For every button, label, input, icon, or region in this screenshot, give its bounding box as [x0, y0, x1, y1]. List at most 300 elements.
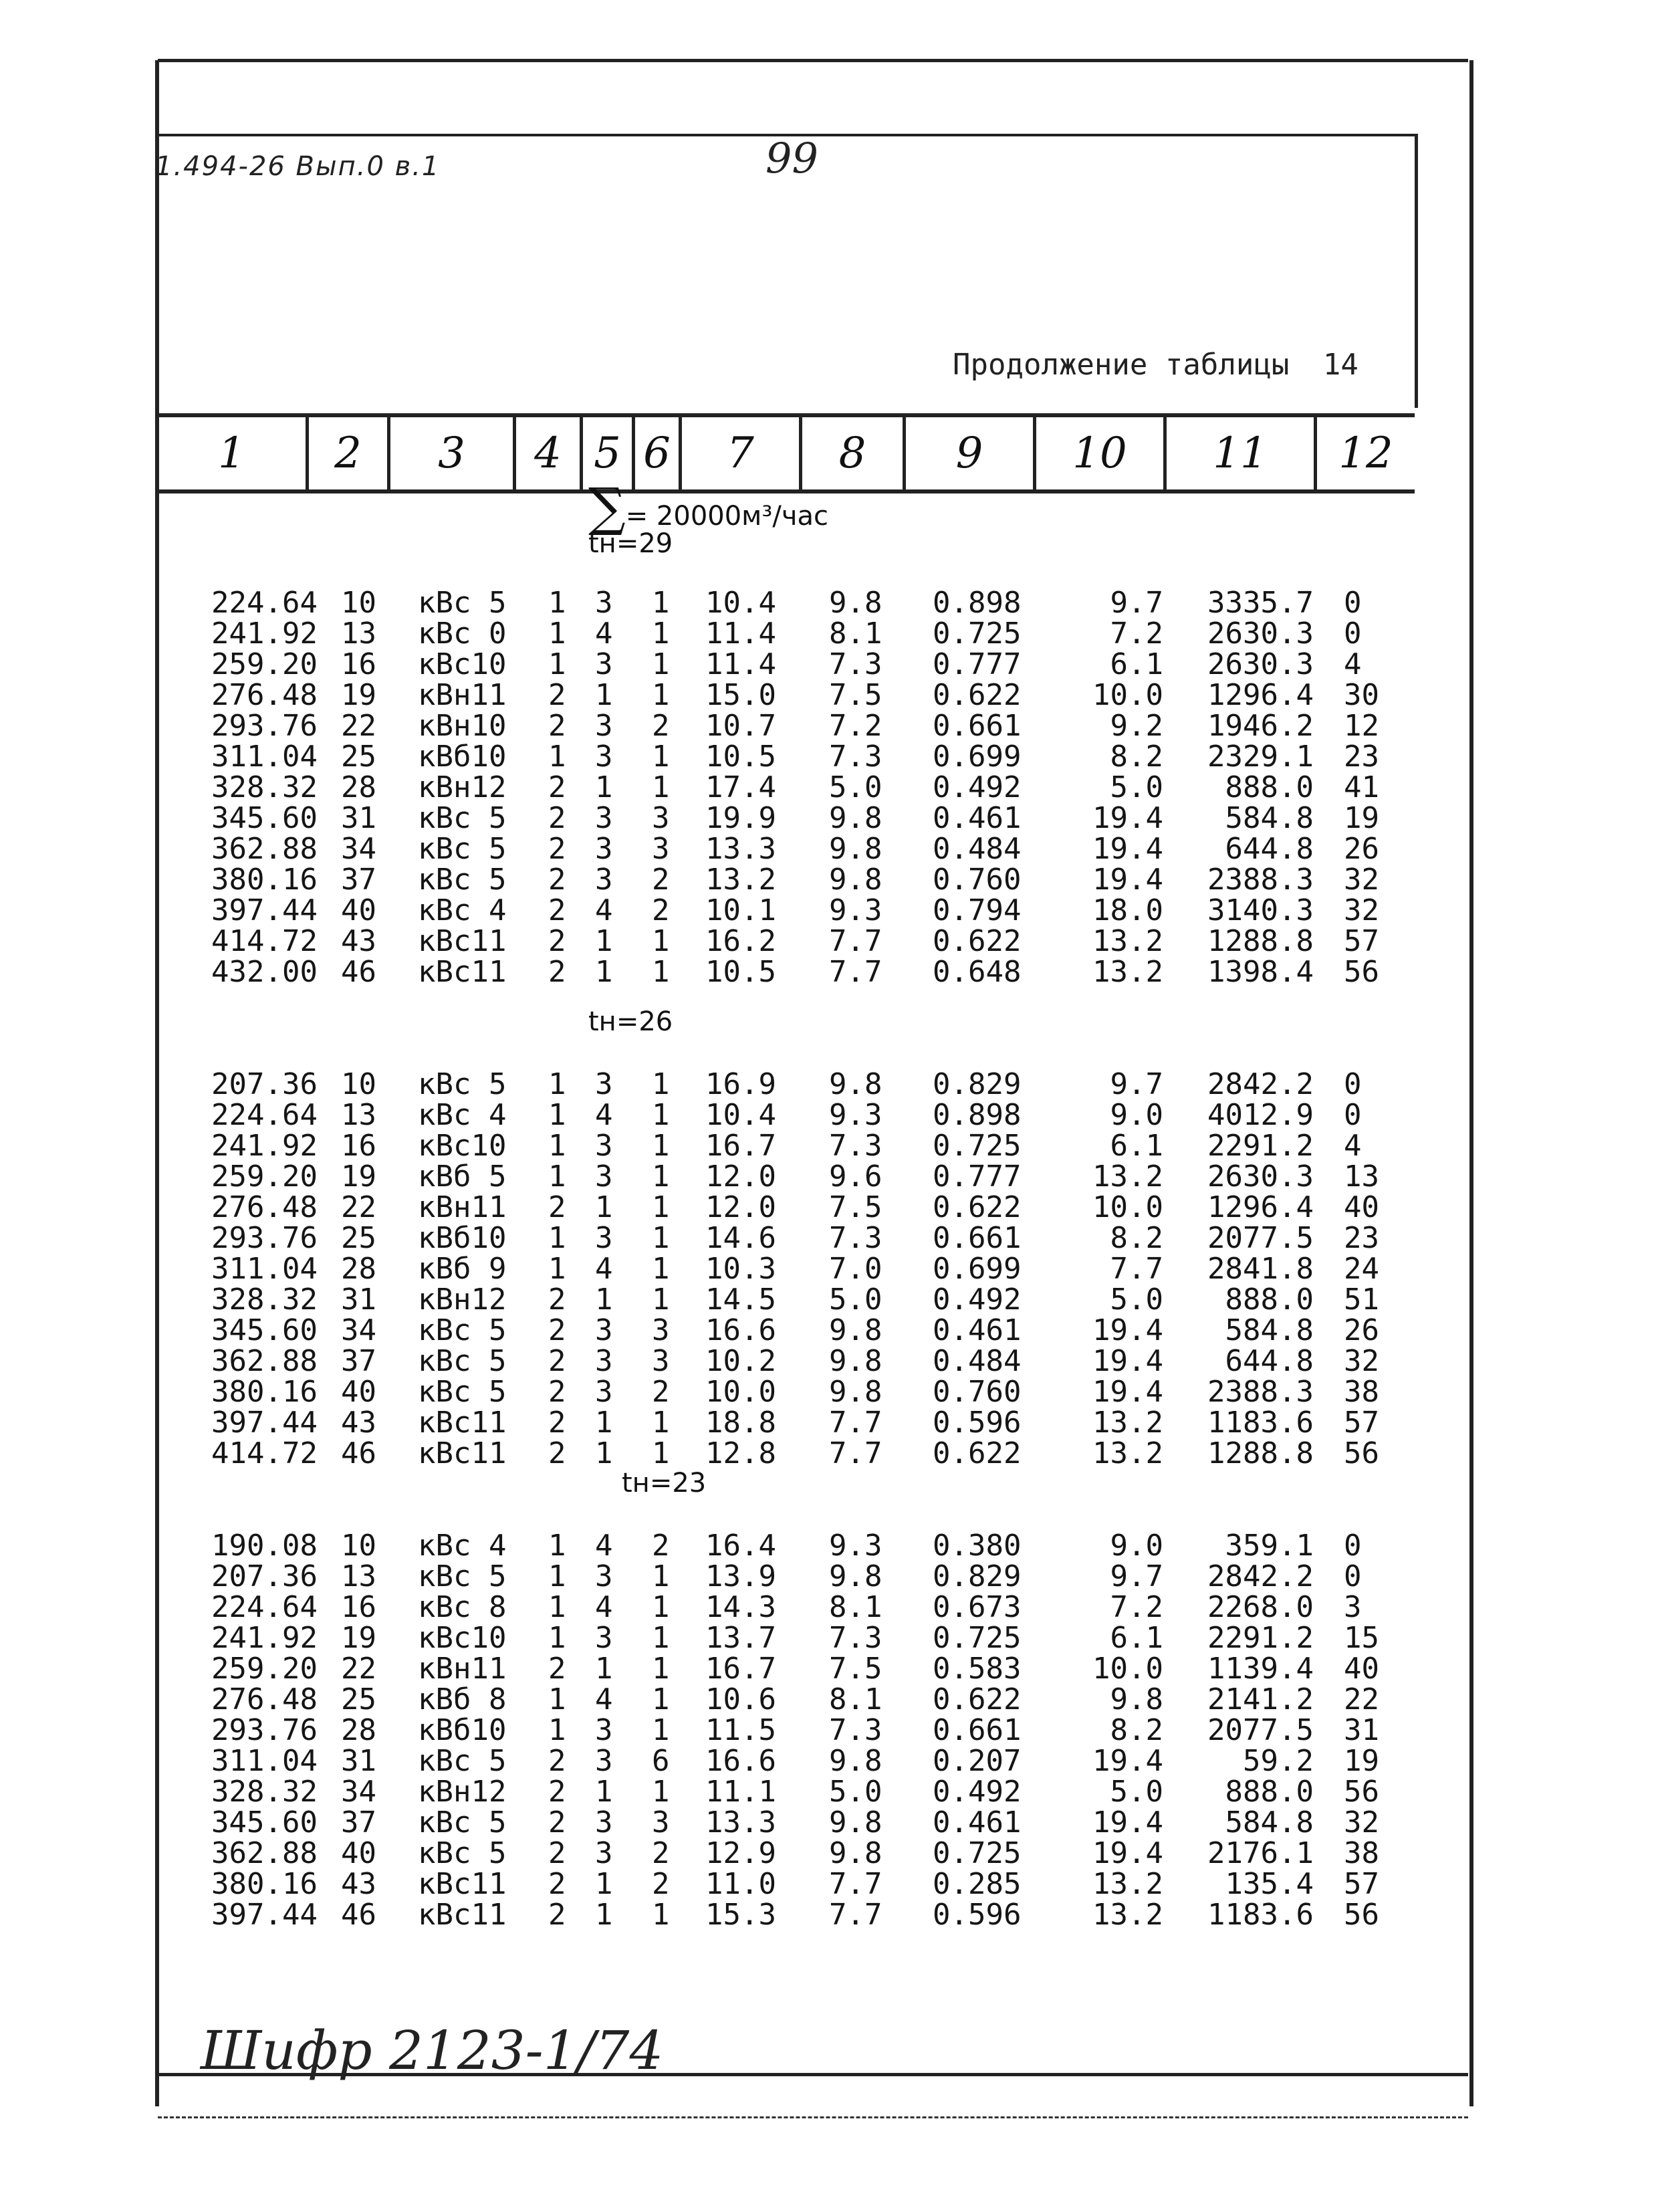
table-cell-col10: 19.4 [1092, 1313, 1163, 1347]
table-cell-col4: 2 [548, 955, 566, 989]
table-row [0, 1377, 1658, 1407]
table-cell-col8: 9.8 [829, 586, 882, 620]
table-cell-col9: 0.622 [933, 678, 1022, 712]
table-cell-col3: кВс 5 [418, 801, 507, 835]
table-cell-col8: 7.7 [829, 955, 882, 989]
table-cell-col8: 9.8 [829, 1067, 882, 1101]
table-cell-col5: 4 [595, 617, 613, 651]
table-cell-col3: кВс10 [418, 1129, 507, 1163]
table-cell-col3: кВб 9 [418, 1252, 507, 1286]
table-cell-col6: 1 [652, 1098, 670, 1132]
table-cell-col5: 1 [595, 924, 613, 958]
table-cell-col4: 2 [548, 924, 566, 958]
table-cell-col4: 1 [548, 1252, 566, 1286]
table-cell-col1: 380.16 [211, 1867, 318, 1901]
table-cell-col10: 19.4 [1092, 832, 1163, 866]
table-cell-col7: 10.2 [705, 1344, 776, 1378]
table-cell-col5: 1 [595, 1652, 613, 1686]
table-cell-col11: 2141.2 [1207, 1682, 1314, 1717]
table-cell-col5: 1 [595, 1867, 613, 1901]
table-cell-col3: кВс 5 [418, 1805, 507, 1840]
table-cell-col12: 57 [1344, 924, 1379, 958]
table-cell-col2: 43 [341, 1406, 376, 1440]
table-cell-col11: 584.8 [1225, 801, 1314, 835]
table-cell-col12: 38 [1344, 1375, 1379, 1409]
table-cell-col12: 31 [1344, 1713, 1379, 1747]
table-cell-col11: 1183.6 [1207, 1898, 1314, 1932]
table-cell-col9: 0.673 [933, 1590, 1022, 1624]
table-cell-col2: 46 [341, 1436, 376, 1470]
table-cell-col5: 3 [595, 1744, 613, 1778]
table-cell-col10: 9.8 [1110, 1682, 1163, 1717]
table-cell-col7: 16.4 [705, 1529, 776, 1563]
table-cell-col10: 19.4 [1092, 1805, 1163, 1840]
table-cell-col10: 7.2 [1110, 1590, 1163, 1624]
table-cell-col6: 3 [652, 1313, 670, 1347]
table-number: 14 [1322, 348, 1358, 382]
table-cell-col9: 0.622 [933, 1190, 1022, 1224]
table-cell-col1: 190.08 [211, 1529, 318, 1563]
table-cell-col2: 46 [341, 955, 376, 989]
table-cell-col10: 6.1 [1110, 1621, 1163, 1655]
table-cell-col7: 15.3 [705, 1898, 776, 1932]
table-cell-col11: 2630.3 [1207, 1159, 1314, 1194]
table-cell-col4: 1 [548, 740, 566, 774]
table-cell-col5: 3 [595, 1559, 613, 1593]
table-cell-col3: кВс11 [418, 1898, 507, 1932]
table-cell-col11: 2388.3 [1207, 1375, 1314, 1409]
table-cell-col1: 345.60 [211, 1805, 318, 1840]
table-cell-col8: 9.8 [829, 1559, 882, 1593]
table-cell-col8: 9.3 [829, 1529, 882, 1563]
table-cell-col10: 9.2 [1110, 709, 1163, 743]
table-cell-col9: 0.622 [933, 924, 1022, 958]
table-cell-col2: 25 [341, 1682, 376, 1717]
table-cell-col7: 16.7 [705, 1129, 776, 1163]
continuation-label: Продолжение таблицы [953, 348, 1290, 382]
table-cell-col12: 15 [1344, 1621, 1379, 1655]
column-header-2: 2 [309, 417, 390, 489]
table-cell-col9: 0.484 [933, 832, 1022, 866]
table-cell-col9: 0.725 [933, 1621, 1022, 1655]
table-cell-col1: 311.04 [211, 1252, 318, 1286]
table-cell-col10: 9.7 [1110, 1067, 1163, 1101]
table-row [0, 619, 1658, 649]
table-cell-col7: 11.5 [705, 1713, 776, 1747]
table-cell-col3: кВс 5 [418, 586, 507, 620]
table-cell-col8: 7.3 [829, 740, 882, 774]
table-cell-col12: 30 [1344, 678, 1379, 712]
table-row [0, 832, 1658, 866]
table-cell-col5: 1 [595, 678, 613, 712]
table-cell-col4: 1 [548, 1067, 566, 1101]
table-cell-col12: 22 [1344, 1682, 1379, 1717]
table-cell-col11: 59.2 [1243, 1744, 1314, 1778]
table-cell-col12: 41 [1344, 770, 1379, 804]
table-cell-col11: 2291.2 [1207, 1621, 1314, 1655]
table-cell-col5: 4 [595, 1590, 613, 1624]
column-header-5: 5 [583, 417, 635, 489]
table-cell-col4: 1 [548, 647, 566, 681]
table-cell-col9: 0.898 [933, 586, 1022, 620]
table-cell-col9: 0.484 [933, 1344, 1022, 1378]
table-cell-col3: кВн11 [418, 1652, 507, 1686]
column-header-8: 8 [802, 417, 906, 489]
table-cell-col1: 276.48 [211, 678, 318, 712]
table-cell-col3: кВн11 [418, 1190, 507, 1224]
table-cell-col2: 40 [341, 1836, 376, 1870]
table-cell-col8: 8.1 [829, 1682, 882, 1717]
table-cell-col3: кВс 5 [418, 1559, 507, 1593]
table-cell-col8: 7.7 [829, 1436, 882, 1470]
table-cell-col2: 34 [341, 832, 376, 866]
table-cell-col9: 0.492 [933, 1283, 1022, 1317]
table-cell-col6: 1 [652, 1898, 670, 1932]
table-cell-col8: 9.8 [829, 1744, 882, 1778]
table-cell-col7: 12.8 [705, 1436, 776, 1470]
table-cell-col12: 40 [1344, 1190, 1379, 1224]
table-cell-col6: 1 [652, 1682, 670, 1717]
table-cell-col10: 13.2 [1092, 1406, 1163, 1440]
table-cell-col6: 1 [652, 1406, 670, 1440]
table-cell-col5: 3 [595, 1344, 613, 1378]
table-row [0, 1190, 1658, 1224]
table-cell-col12: 0 [1344, 1098, 1362, 1132]
table-cell-col1: 414.72 [211, 924, 318, 958]
table-cell-col11: 1139.4 [1207, 1652, 1314, 1686]
table-cell-col12: 26 [1344, 1313, 1379, 1347]
table-cell-col1: 397.44 [211, 1406, 318, 1440]
table-cell-col7: 17.4 [705, 770, 776, 804]
table-cell-col3: кВб10 [418, 1221, 507, 1255]
table-cell-col2: 31 [341, 1283, 376, 1317]
table-cell-col5: 3 [595, 1375, 613, 1409]
table-cell-col2: 22 [341, 709, 376, 743]
table-cell-col7: 14.6 [705, 1221, 776, 1255]
table-cell-col1: 328.32 [211, 1775, 318, 1809]
table-cell-col10: 19.4 [1092, 1375, 1163, 1409]
table-cell-col2: 16 [341, 647, 376, 681]
table-cell-col5: 3 [595, 586, 613, 620]
table-cell-col11: 3140.3 [1207, 893, 1314, 927]
table-cell-col5: 4 [595, 1252, 613, 1286]
table-cell-col4: 2 [548, 1190, 566, 1224]
table-cell-col5: 3 [595, 740, 613, 774]
cipher-handwritten: Шифр 2123-1/74 [201, 2019, 664, 2082]
table-cell-col11: 2388.3 [1207, 863, 1314, 897]
document-code: 1.494-26 Вып.0 в.1 [155, 151, 441, 182]
table-cell-col7: 11.0 [705, 1867, 776, 1901]
table-cell-col2: 22 [341, 1190, 376, 1224]
table-cell-col1: 380.16 [211, 863, 318, 897]
table-cell-col12: 0 [1344, 1559, 1362, 1593]
table-row [0, 647, 1658, 681]
table-cell-col8: 5.0 [829, 1283, 882, 1317]
table-cell-col6: 1 [652, 1190, 670, 1224]
table-cell-col10: 13.2 [1092, 1436, 1163, 1470]
table-cell-col8: 7.7 [829, 924, 882, 958]
table-cell-col4: 2 [548, 1744, 566, 1778]
table-cell-col8: 9.8 [829, 1313, 882, 1347]
table-cell-col9: 0.461 [933, 1313, 1022, 1347]
table-cell-col2: 43 [341, 1867, 376, 1901]
table-cell-col5: 1 [595, 1775, 613, 1809]
column-header-1: 1 [158, 417, 309, 489]
table-cell-col3: кВс11 [418, 1436, 507, 1470]
table-cell-col9: 0.898 [933, 1098, 1022, 1132]
table-cell-col3: кВс 5 [418, 832, 507, 866]
table-cell-col10: 13.2 [1092, 955, 1163, 989]
table-cell-col7: 18.8 [705, 1406, 776, 1440]
table-cell-col12: 38 [1344, 1836, 1379, 1870]
table-cell-col4: 1 [548, 1529, 566, 1563]
table-cell-col10: 19.4 [1092, 1744, 1163, 1778]
table-cell-col7: 14.5 [705, 1283, 776, 1317]
table-cell-col10: 7.2 [1110, 617, 1163, 651]
table-cell-col10: 5.0 [1110, 1775, 1163, 1809]
table-row [0, 1836, 1658, 1870]
table-cell-col10: 13.2 [1092, 1159, 1163, 1194]
table-cell-col6: 1 [652, 740, 670, 774]
table-cell-col6: 3 [652, 1805, 670, 1840]
table-cell-col7: 10.3 [705, 1252, 776, 1286]
table-cell-col7: 13.3 [705, 1805, 776, 1840]
table-cell-col11: 2176.1 [1207, 1836, 1314, 1870]
table-cell-col12: 3 [1344, 1590, 1362, 1624]
table-cell-col1: 241.92 [211, 617, 318, 651]
table-cell-col6: 2 [652, 709, 670, 743]
table-row [0, 1531, 1658, 1561]
table-cell-col11: 1296.4 [1207, 678, 1314, 712]
table-cell-col12: 4 [1344, 647, 1362, 681]
table-cell-col4: 2 [548, 770, 566, 804]
table-cell-col3: кВн10 [418, 709, 507, 743]
table-cell-col6: 1 [652, 770, 670, 804]
table-cell-col6: 1 [652, 586, 670, 620]
table-cell-col1: 328.32 [211, 1283, 318, 1317]
table-cell-col12: 51 [1344, 1283, 1379, 1317]
table-cell-col12: 56 [1344, 1436, 1379, 1470]
table-cell-col3: кВб10 [418, 740, 507, 774]
table-cell-col3: кВс 5 [418, 863, 507, 897]
table-cell-col7: 19.9 [705, 801, 776, 835]
table-cell-col9: 0.829 [933, 1067, 1022, 1101]
table-cell-col9: 0.596 [933, 1406, 1022, 1440]
table-cell-col10: 9.7 [1110, 1559, 1163, 1593]
table-cell-col7: 11.1 [705, 1775, 776, 1809]
table-cell-col4: 1 [548, 1621, 566, 1655]
table-cell-col6: 2 [652, 893, 670, 927]
table-row [0, 1777, 1658, 1807]
table-cell-col2: 28 [341, 1713, 376, 1747]
table-cell-col2: 10 [341, 1067, 376, 1101]
table-cell-col11: 3335.7 [1207, 586, 1314, 620]
table-cell-col3: кВс 4 [418, 1529, 507, 1563]
table-cell-col4: 2 [548, 1436, 566, 1470]
table-cell-col1: 293.76 [211, 1713, 318, 1747]
table-cell-col6: 6 [652, 1744, 670, 1778]
table-cell-col3: кВс 5 [418, 1836, 507, 1870]
table-cell-col5: 3 [595, 1805, 613, 1840]
table-cell-col12: 32 [1344, 1805, 1379, 1840]
table-cell-col4: 1 [548, 1129, 566, 1163]
table-cell-col6: 1 [652, 1652, 670, 1686]
table-cell-col8: 7.3 [829, 1713, 882, 1747]
table-cell-col1: 293.76 [211, 709, 318, 743]
table-cell-col2: 28 [341, 1252, 376, 1286]
table-cell-col10: 9.7 [1110, 586, 1163, 620]
table-cell-col1: 397.44 [211, 893, 318, 927]
table-cell-col12: 26 [1344, 832, 1379, 866]
sigma-symbol: ∑ [588, 477, 626, 538]
frame-bottom-dashed [158, 2116, 1468, 2118]
table-cell-col8: 9.3 [829, 893, 882, 927]
table-cell-col6: 2 [652, 1836, 670, 1870]
table-cell-col4: 2 [548, 1406, 566, 1440]
table-cell-col10: 10.0 [1092, 1652, 1163, 1686]
table-cell-col5: 1 [595, 1190, 613, 1224]
table-row [0, 1159, 1658, 1194]
column-header-11: 11 [1167, 417, 1317, 489]
table-cell-col11: 2329.1 [1207, 740, 1314, 774]
table-cell-col2: 22 [341, 1652, 376, 1686]
table-cell-col12: 0 [1344, 617, 1362, 651]
table-cell-col6: 1 [652, 1129, 670, 1163]
table-cell-col5: 1 [595, 1406, 613, 1440]
table-cell-col4: 2 [548, 1652, 566, 1686]
table-cell-col4: 2 [548, 893, 566, 927]
table-cell-col7: 16.9 [705, 1067, 776, 1101]
table-cell-col7: 13.2 [705, 863, 776, 897]
table-cell-col9: 0.461 [933, 801, 1022, 835]
table-cell-col9: 0.829 [933, 1559, 1022, 1593]
table-cell-col8: 9.3 [829, 1098, 882, 1132]
table-cell-col3: кВб 8 [418, 1682, 507, 1717]
table-cell-col1: 241.92 [211, 1621, 318, 1655]
table-cell-col10: 13.2 [1092, 1898, 1163, 1932]
table-cell-col5: 1 [595, 955, 613, 989]
table-cell-col9: 0.461 [933, 1805, 1022, 1840]
table-cell-col2: 16 [341, 1129, 376, 1163]
table-cell-col12: 56 [1344, 1775, 1379, 1809]
table-cell-col3: кВс 4 [418, 1098, 507, 1132]
table-row [0, 1713, 1658, 1747]
table-cell-col9: 0.380 [933, 1529, 1022, 1563]
table-cell-col8: 7.7 [829, 1406, 882, 1440]
table-cell-col2: 31 [341, 801, 376, 835]
table-cell-col6: 3 [652, 801, 670, 835]
table-row [0, 1098, 1658, 1132]
table-cell-col9: 0.777 [933, 647, 1022, 681]
table-cell-col2: 10 [341, 586, 376, 620]
table-cell-col7: 16.2 [705, 924, 776, 958]
table-cell-col7: 12.9 [705, 1836, 776, 1870]
table-cell-col7: 15.0 [705, 678, 776, 712]
table-row [0, 770, 1658, 804]
table-cell-col4: 1 [548, 1098, 566, 1132]
table-cell-col10: 5.0 [1110, 1283, 1163, 1317]
table-cell-col1: 311.04 [211, 1744, 318, 1778]
table-cell-col1: 380.16 [211, 1375, 318, 1409]
table-cell-col12: 19 [1344, 1744, 1379, 1778]
table-cell-col1: 345.60 [211, 801, 318, 835]
table-cell-col4: 2 [548, 709, 566, 743]
table-cell-col3: кВб10 [418, 1713, 507, 1747]
table-cell-col4: 2 [548, 832, 566, 866]
table-cell-col2: 13 [341, 1559, 376, 1593]
table-row [0, 955, 1658, 989]
table-cell-col12: 57 [1344, 1867, 1379, 1901]
table-row [0, 1744, 1658, 1778]
table-cell-col11: 2291.2 [1207, 1129, 1314, 1163]
table-cell-col12: 12 [1344, 709, 1379, 743]
table-cell-col6: 1 [652, 1590, 670, 1624]
table-cell-col7: 10.0 [705, 1375, 776, 1409]
table-row [0, 1131, 1658, 1161]
table-cell-col6: 1 [652, 617, 670, 651]
table-cell-col2: 19 [341, 1621, 376, 1655]
table-cell-col9: 0.661 [933, 1221, 1022, 1255]
table-cell-col8: 7.5 [829, 1190, 882, 1224]
table-cell-col7: 10.4 [705, 586, 776, 620]
table-cell-col8: 9.8 [829, 863, 882, 897]
table-cell-col8: 9.8 [829, 801, 882, 835]
table-cell-col11: 135.4 [1225, 1867, 1314, 1901]
table-cell-col1: 259.20 [211, 1652, 318, 1686]
table-cell-col7: 10.5 [705, 955, 776, 989]
table-cell-col11: 2268.0 [1207, 1590, 1314, 1624]
table-row [0, 1654, 1658, 1684]
table-cell-col7: 11.4 [705, 617, 776, 651]
table-cell-col11: 1288.8 [1207, 1436, 1314, 1470]
table-cell-col12: 23 [1344, 1221, 1379, 1255]
table-cell-col10: 9.0 [1110, 1098, 1163, 1132]
table-cell-col12: 0 [1344, 586, 1362, 620]
table-cell-col10: 6.1 [1110, 1129, 1163, 1163]
table-cell-col9: 0.622 [933, 1436, 1022, 1470]
table-cell-col11: 888.0 [1225, 1283, 1314, 1317]
table-cell-col10: 10.0 [1092, 1190, 1163, 1224]
table-cell-col1: 432.00 [211, 955, 318, 989]
table-cell-col3: кВс11 [418, 955, 507, 989]
table-row [0, 865, 1658, 895]
table-cell-col2: 34 [341, 1313, 376, 1347]
table-cell-col3: кВс 5 [418, 1744, 507, 1778]
table-cell-col12: 19 [1344, 801, 1379, 835]
table-cell-col10: 10.0 [1092, 678, 1163, 712]
table-cell-col7: 10.4 [705, 1098, 776, 1132]
table-cell-col8: 7.3 [829, 1221, 882, 1255]
table-cell-col10: 19.4 [1092, 1344, 1163, 1378]
section-label: tн=29 [588, 528, 673, 559]
table-cell-col11: 888.0 [1225, 1775, 1314, 1809]
table-cell-col7: 12.0 [705, 1190, 776, 1224]
table-cell-col6: 1 [652, 1621, 670, 1655]
table-cell-col2: 40 [341, 1375, 376, 1409]
table-cell-col5: 3 [595, 709, 613, 743]
table-cell-col8: 7.5 [829, 1652, 882, 1686]
table-cell-col7: 16.6 [705, 1313, 776, 1347]
table-cell-col5: 1 [595, 1283, 613, 1317]
table-row [0, 1313, 1658, 1347]
table-cell-col2: 25 [341, 740, 376, 774]
flow-label: = 20000м³/час [625, 501, 828, 532]
table-cell-col1: 224.64 [211, 586, 318, 620]
table-row [0, 893, 1658, 927]
table-cell-col10: 6.1 [1110, 647, 1163, 681]
table-cell-col10: 13.2 [1092, 1867, 1163, 1901]
table-cell-col5: 4 [595, 1682, 613, 1717]
